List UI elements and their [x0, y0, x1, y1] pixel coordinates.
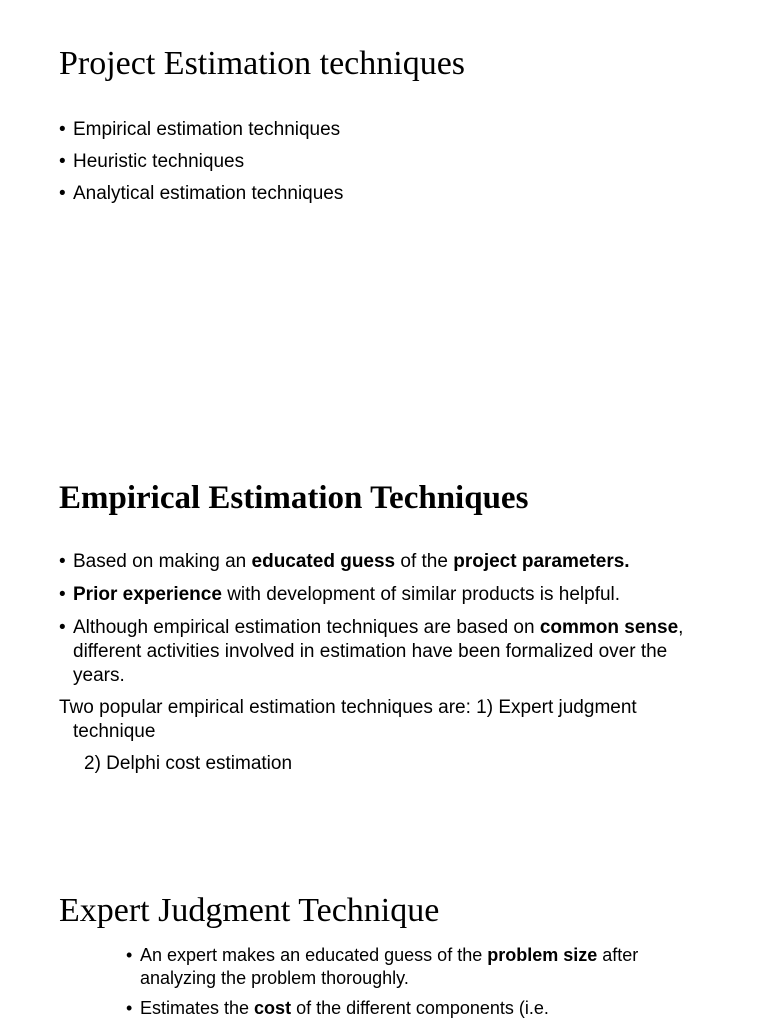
list-item — [126, 997, 646, 1020]
text-run: after analyzing the problem thoroughly. — [140, 945, 639, 988]
list-item: • Analytical estimation techniques — [59, 182, 343, 206]
popular-techniques-paragraph — [59, 696, 719, 744]
bold-text: common sense — [539, 617, 679, 638]
bold-text: project parameters. — [453, 551, 630, 572]
text-run: Estimates the — [140, 998, 255, 1018]
list-item — [59, 616, 719, 688]
bold-text: cost — [254, 998, 292, 1018]
text-run: of the — [395, 551, 454, 572]
list-item — [126, 944, 646, 990]
bold-text: educated guess — [251, 551, 396, 572]
text-run: of the different components (i.e. — [291, 998, 549, 1018]
list-item: • Empirical estimation techniques — [59, 118, 343, 142]
list-item: • Heuristic techniques — [59, 150, 343, 174]
text-run: with development of similar products is helpful. — [221, 584, 621, 605]
estimation-techniques-list — [59, 118, 343, 214]
text-run: An expert makes an educated guess of the — [140, 945, 488, 965]
bold-text: Prior experience — [73, 584, 222, 605]
slide-title-project-estimation: Project Estimation techniques — [59, 45, 466, 82]
delphi-paragraph: 2) Delphi cost estimation — [84, 753, 293, 774]
text-run: technique — [73, 721, 156, 742]
slide-title-empirical-estimation: Empirical Estimation Techniques — [59, 480, 529, 516]
list-item — [59, 583, 719, 607]
text-run: , different activities involved in estimation have been formalized over the years. — [73, 617, 684, 686]
bold-text: problem size — [487, 945, 598, 965]
slide-title-expert-judgment: Expert Judgment Technique — [59, 892, 440, 929]
text-run: Based on making an — [73, 551, 252, 572]
empirical-points-list — [59, 550, 719, 697]
text-run: Two popular empirical estimation techniques are: 1) Expert judgment — [59, 697, 637, 718]
expert-judgment-list — [126, 944, 646, 1027]
text-run: Although empirical estimation techniques are based on — [73, 617, 540, 638]
list-item — [59, 550, 719, 574]
